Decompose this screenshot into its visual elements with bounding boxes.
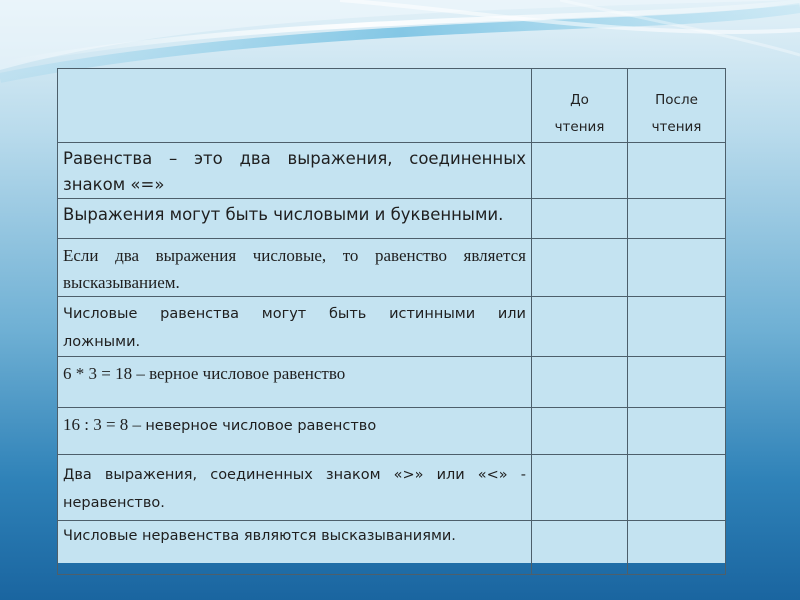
table-row (58, 199, 726, 239)
after-reading-cell[interactable] (628, 521, 726, 575)
before-reading-cell[interactable] (532, 521, 628, 575)
statement-text (58, 408, 531, 440)
table-row (58, 297, 726, 357)
statement-text: Два выражения, соединенных знаком «>» или «<» - неравенство. (63, 467, 526, 511)
after-reading-cell[interactable] (628, 239, 726, 297)
table-row (58, 455, 726, 521)
table-row (58, 357, 726, 408)
after-reading-cell[interactable] (628, 297, 726, 357)
statement-cell (58, 239, 532, 297)
statement-cell (58, 199, 532, 239)
statement-text: Равенства – это два выражения, соединенных знаком «=» (63, 149, 526, 194)
statement-text: Числовые равенства могут быть истинными или ложными. (63, 306, 526, 350)
before-reading-cell[interactable] (532, 357, 628, 408)
before-reading-cell[interactable] (532, 297, 628, 357)
statement-cell (58, 455, 532, 521)
statement-cell (58, 143, 532, 199)
after-reading-cell[interactable] (628, 143, 726, 199)
before-reading-cell[interactable] (532, 239, 628, 297)
statement-text: Если два выражения числовые, то равенство является высказыванием. (63, 246, 526, 292)
statement-text: Числовые неравенства являются высказываниями. (63, 528, 456, 544)
statement-lead: 16 : 3 = 8 – (63, 415, 146, 434)
before-reading-cell[interactable] (532, 143, 628, 199)
header-statement-cell (58, 69, 532, 143)
after-reading-cell[interactable] (628, 199, 726, 239)
table-row (58, 521, 726, 575)
table-row (58, 143, 726, 199)
after-reading-cell[interactable] (628, 455, 726, 521)
statement-text: Выражения могут быть числовыми и буквенными. (63, 205, 504, 224)
statement-cell (58, 297, 532, 357)
table-row (58, 239, 726, 297)
before-reading-cell[interactable] (532, 408, 628, 455)
header-after-reading: После чтения (628, 69, 726, 143)
after-reading-cell[interactable] (628, 357, 726, 408)
statement-tail: неверное числовое равенство (145, 418, 377, 434)
header-before-reading: До чтения (532, 69, 628, 143)
header-row (58, 69, 726, 143)
statement-cell (58, 408, 532, 455)
before-reading-cell[interactable] (532, 199, 628, 239)
before-reading-cell[interactable] (532, 455, 628, 521)
statement-cell (58, 357, 532, 408)
reading-check-table (57, 68, 726, 575)
statement-cell (58, 521, 532, 575)
table-row (58, 408, 726, 455)
statement-text: 6 * 3 = 18 – верное числовое равенство (63, 364, 346, 383)
after-reading-cell[interactable] (628, 408, 726, 455)
